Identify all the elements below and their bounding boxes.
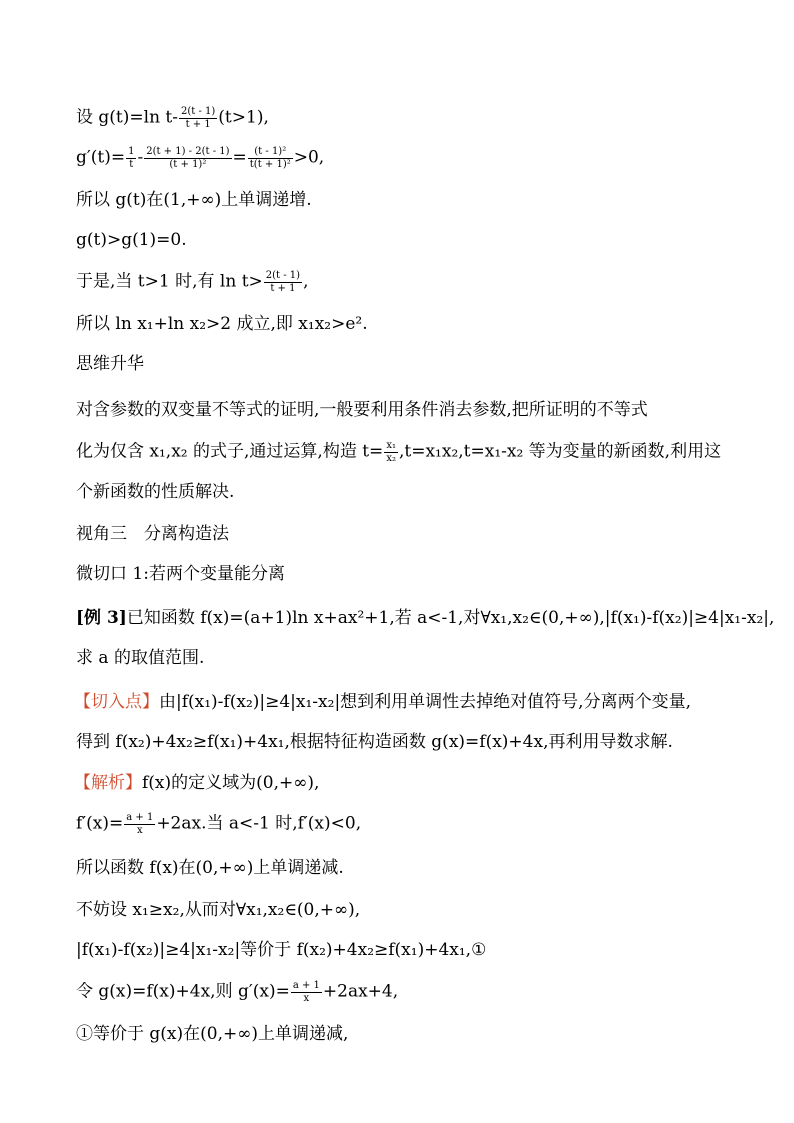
solution-line: |f(x₁)-f(x₂)|≥4|x₁-x₂|等价于 f(x₂)+4x₂≥f(x₁)+4x₁,① <box>76 940 487 960</box>
fraction-denominator: t(t + 1)² <box>249 158 291 170</box>
text: +2ax.当 a<-1 时,f′(x)<0, <box>156 813 362 834</box>
fraction <box>248 146 293 170</box>
text: g′(t)= <box>76 147 126 168</box>
fraction <box>126 146 136 170</box>
solution-line: 不妨设 x₁≥x₂,从而对∀x₁,x₂∈(0,+∞), <box>76 900 361 920</box>
text: 令 g(x)=f(x)+4x,则 g′(x)= <box>76 981 290 1002</box>
paragraph-line: 个新函数的性质解决. <box>76 482 235 502</box>
fraction-denominator: t <box>129 158 134 170</box>
fraction-numerator: 1 <box>128 146 135 157</box>
paragraph-line <box>76 440 721 464</box>
text: (t>1), <box>218 107 269 128</box>
solution-line <box>76 980 398 1004</box>
fraction-numerator: a + 1 <box>292 980 320 991</box>
text: 已知函数 f(x)=(a+1)ln x+ax²+1,若 a<-1,对∀x₁,x₂∈(0,+∞),|f(x₁)-f(x₂)|≥4|x₁-x₂|, <box>126 608 775 628</box>
text: f′(x)= <box>76 813 124 834</box>
fraction-numerator: (t - 1)² <box>248 146 293 159</box>
subsection-heading: 微切口 1:若两个变量能分离 <box>76 564 285 584</box>
line-g-increasing: 所以 g(t)在(1,+∞)上单调递增. <box>76 190 312 210</box>
section-heading: 思维升华 <box>76 354 144 374</box>
fraction-denominator: x <box>136 824 143 836</box>
text: 由|f(x₁)-f(x₂)|≥4|x₁-x₂|想到利用单调性去掉绝对值符号,分离两个变量, <box>159 692 691 712</box>
solution-line: ①等价于 g(x)在(0,+∞)上单调递减, <box>76 1024 349 1044</box>
fraction-numerator: 2(t + 1) - 2(t - 1) <box>146 146 230 157</box>
line-define-g <box>76 106 269 130</box>
fraction-numerator: a + 1 <box>126 812 154 823</box>
fraction <box>384 440 398 464</box>
section-heading: 视角三 分离构造法 <box>76 524 229 544</box>
fraction-denominator: t + 1 <box>185 118 211 130</box>
fraction <box>144 146 231 170</box>
fraction <box>179 106 217 130</box>
entry-point <box>74 694 691 711</box>
fraction <box>291 980 322 1004</box>
fraction <box>264 270 302 294</box>
text: +2ax+4, <box>322 981 399 1002</box>
line-derivative-g: g′(t)= $\frac{1}{t}$ - $\frac{2(t + 1) - 2(t - 1)}{\text{(t + 1)²}}$ = $\frac{\text{(t - 1)²}}{\text{t(t + 1)²}}$ >0, <box>76 146 325 170</box>
fraction-denominator: (t + 1)² <box>169 158 207 170</box>
example-statement: 求 a 的取值范围. <box>76 648 205 668</box>
line-conclusion: 所以 ln x₁+ln x₂>2 成立,即 x₁x₂>e². <box>76 314 368 334</box>
line-g-positive: g(t)>g(1)=0. <box>76 230 187 250</box>
text: ,t=x₁x₂,t=x₁-x₂ 等为变量的新函数,利用这 <box>398 441 722 462</box>
solution-tag: 【解析】 <box>74 773 142 793</box>
text: >0, <box>293 147 325 168</box>
text: , <box>303 271 309 292</box>
text: 于是,当 t>1 时,有 ln t> <box>76 271 263 292</box>
fraction-denominator: x₂ <box>386 452 396 464</box>
text: f(x)的定义域为(0,+∞), <box>142 773 320 793</box>
fraction-numerator: x₁ <box>386 440 396 451</box>
solution-line <box>76 812 361 836</box>
text: 化为仅含 x₁,x₂ 的式子,通过运算,构造 t= <box>76 441 384 462</box>
fraction <box>124 812 155 836</box>
example-tag: [例 3] <box>76 608 127 628</box>
fraction-numerator: 2(t - 1) <box>265 270 301 281</box>
fraction-denominator: t + 1 <box>270 282 296 294</box>
text: 设 g(t)=ln t- <box>76 107 178 128</box>
paragraph-line: 得到 f(x₂)+4x₂≥f(x₁)+4x₁,根据特征构造函数 g(x)=f(x)+4x,再利用导数求解. <box>76 732 673 752</box>
solution-line: 所以函数 f(x)在(0,+∞)上单调递减. <box>76 858 344 878</box>
example-statement <box>76 610 774 627</box>
line-therefore-ln <box>76 270 308 294</box>
fraction-denominator: x <box>303 992 310 1004</box>
paragraph-line: 对含参数的双变量不等式的证明,一般要利用条件消去参数,把所证明的不等式 <box>76 400 648 420</box>
solution-line <box>74 775 319 792</box>
fraction-numerator: 2(t - 1) <box>181 106 216 117</box>
entry-point-tag: 【切入点】 <box>74 692 159 712</box>
